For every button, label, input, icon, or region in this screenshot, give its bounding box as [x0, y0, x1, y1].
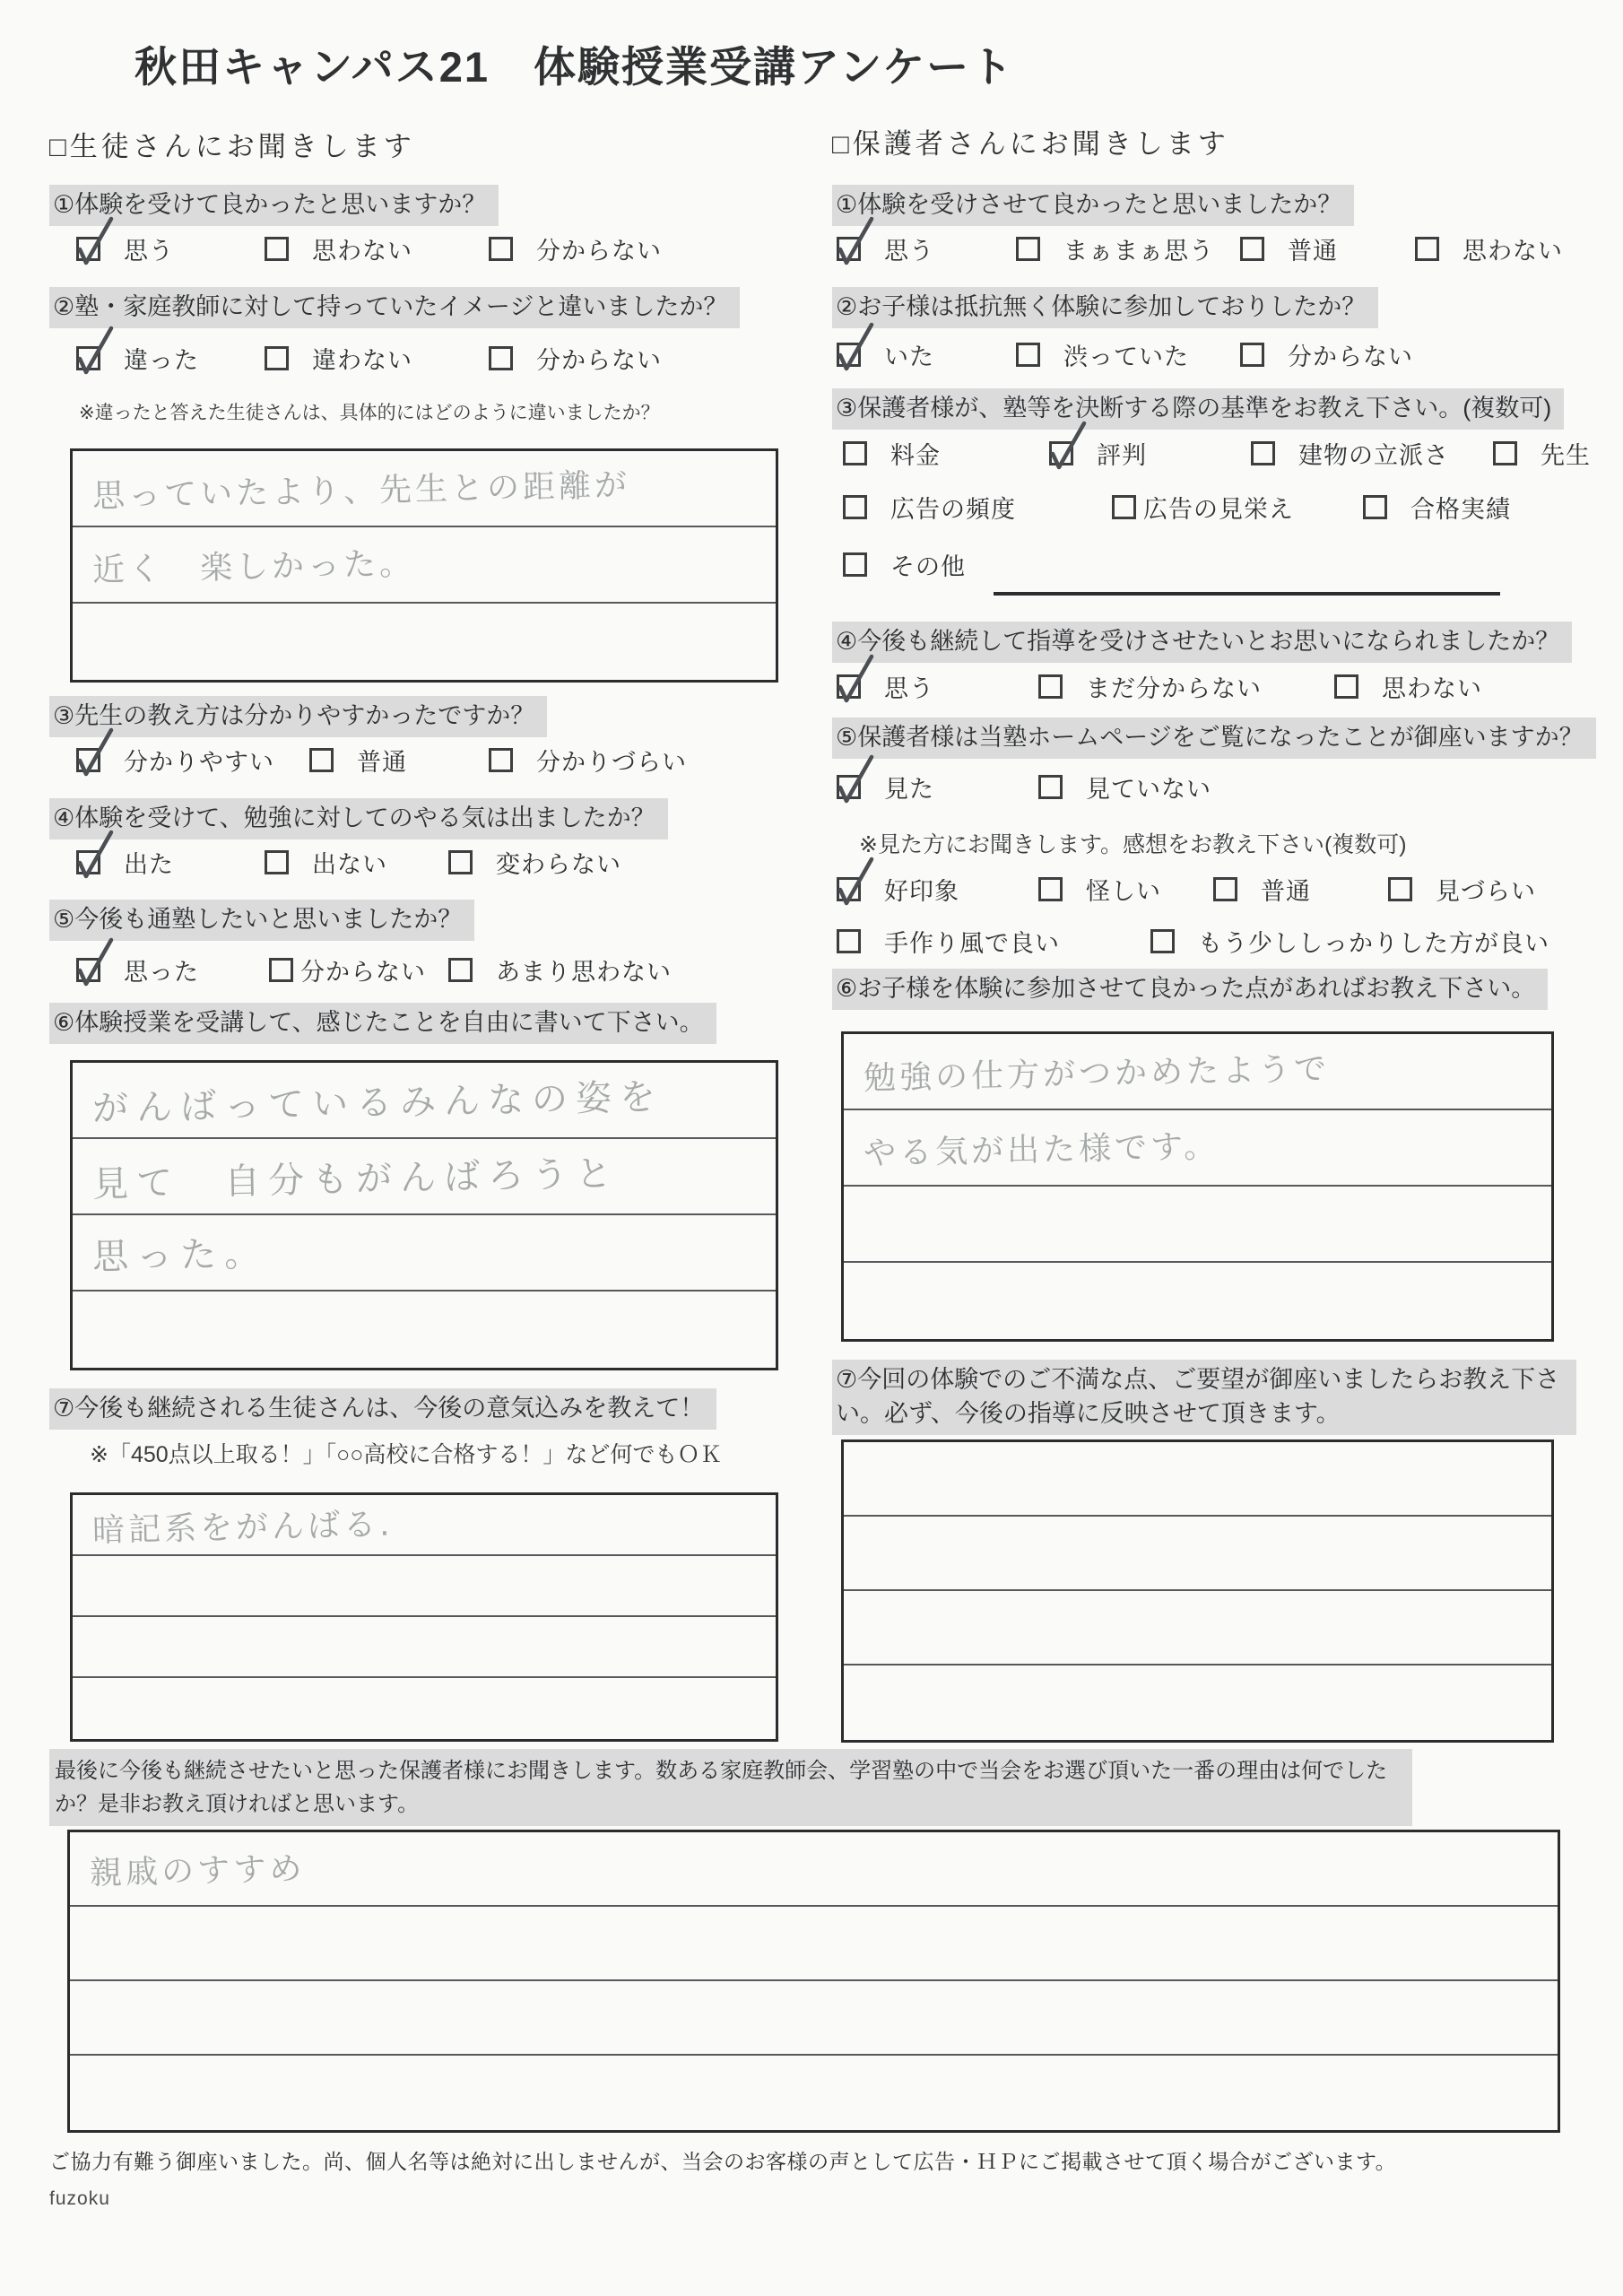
student-q3-label: ③先生の教え方は分かりやすかったですか？ — [49, 696, 547, 737]
parent-q6-label: ⑥お子様を体験に参加させて良かった点があればお教え下さい。 — [832, 969, 1548, 1010]
checkbox[interactable] — [76, 237, 100, 261]
checkbox[interactable] — [1251, 441, 1275, 465]
option-label: 分かりづらい — [536, 749, 687, 776]
checkbox[interactable] — [1213, 877, 1237, 901]
checkbox[interactable] — [76, 748, 100, 772]
checkbox[interactable] — [1363, 495, 1387, 519]
option — [843, 436, 1049, 471]
option-label: 分からない — [300, 959, 426, 986]
checkbox[interactable] — [837, 343, 861, 367]
option-label: 思わない — [312, 238, 412, 265]
option-label: 広告の見栄え — [1143, 496, 1294, 523]
checkbox[interactable] — [843, 552, 867, 577]
checkmark-icon — [833, 215, 878, 269]
parent-q7-label: ⑦今回の体験でのご不満な点、ご要望が御座いましたらお教え下さい。必ず、今後の指導に反映させて頂きます。 — [832, 1360, 1576, 1435]
student-q7-answer-box[interactable] — [70, 1492, 778, 1742]
option — [1150, 924, 1549, 959]
option — [837, 337, 1016, 372]
option-label: 思う — [884, 675, 934, 702]
checkbox[interactable] — [1334, 674, 1358, 699]
checkbox[interactable] — [1493, 441, 1517, 465]
option-label: 変わらない — [496, 851, 621, 878]
option — [448, 845, 621, 880]
student-q7-label: ⑦今後も継続される生徒さんは、今後の意気込みを教えて！ — [49, 1388, 716, 1430]
option-label: 思わない — [1462, 238, 1563, 265]
answer-row — [73, 527, 776, 604]
option-label: 普通 — [357, 749, 407, 776]
parent-q1-options — [837, 231, 1563, 266]
answer-row — [70, 1907, 1558, 1981]
checkbox[interactable] — [76, 958, 100, 982]
student-q7-note: ※「450点以上取る！」「○○高校に合格する！」など何でもＯＫ — [90, 1442, 723, 1467]
checkbox[interactable] — [489, 748, 513, 772]
answer-row — [70, 1981, 1558, 2056]
handwriting-line: がんばっているみんなの姿を — [91, 1076, 664, 1130]
answer-row — [73, 1292, 776, 1368]
checkbox[interactable] — [1388, 877, 1412, 901]
parent-q3-options-row3 — [843, 547, 966, 582]
option-label: 分からない — [536, 238, 662, 265]
parent-q6-answer-box[interactable] — [841, 1031, 1554, 1342]
option — [1415, 231, 1563, 266]
student-q4-label: ④体験を受けて、勉強に対してのやる気は出ましたか？ — [49, 798, 668, 839]
option — [76, 952, 269, 987]
option-label: 分からない — [536, 347, 662, 374]
handwriting-line: 暗記系をがんばる. — [91, 1505, 394, 1550]
option — [269, 952, 448, 987]
option — [837, 231, 1016, 266]
parent-q1-label: ①体験を受けさせて良かったと思いましたか？ — [832, 185, 1354, 226]
parent-section-header: □保護者さんにお聞きします — [832, 128, 1229, 160]
answer-row — [73, 1063, 776, 1139]
option-label: あまり思わない — [496, 959, 672, 986]
checkbox[interactable] — [265, 346, 289, 370]
option — [1388, 872, 1536, 907]
answer-row — [844, 1442, 1551, 1517]
parent-q2-options — [837, 337, 1413, 372]
option-label: 見ていない — [1086, 776, 1211, 803]
checkbox[interactable] — [1240, 343, 1264, 367]
checkmark-icon — [73, 829, 117, 883]
student-q3-options — [76, 743, 687, 778]
checkbox[interactable] — [837, 237, 861, 261]
answer-row — [844, 1034, 1551, 1110]
option-label: 見づらい — [1436, 878, 1536, 905]
checkbox[interactable] — [489, 237, 513, 261]
student-q1-options — [76, 231, 662, 266]
answer-row — [844, 1263, 1551, 1339]
checkbox[interactable] — [1038, 775, 1063, 799]
option-label: いた — [884, 344, 934, 370]
option-label: 先生 — [1541, 442, 1591, 469]
option-label: 思う — [124, 238, 174, 265]
checkbox[interactable] — [837, 929, 861, 953]
checkbox[interactable] — [265, 850, 289, 874]
option — [837, 872, 1038, 907]
answer-row — [73, 451, 776, 527]
option — [843, 547, 966, 582]
option-label: 出た — [124, 851, 174, 878]
checkbox[interactable] — [837, 674, 861, 699]
parent-q3-label: ③保護者様が、塾等を決断する際の基準をお教え下さい。(複数可) — [832, 388, 1564, 430]
student-q4-options — [76, 845, 621, 880]
handwriting-line: 親戚のすすめ — [89, 1850, 306, 1892]
checkmark-icon — [833, 856, 878, 909]
checkbox[interactable] — [1415, 237, 1439, 261]
option-label: 評判 — [1097, 442, 1147, 469]
final-question-label: 最後に今後も継続させたいと思った保護者様にお聞きします。数ある家庭教師会、学習塾の中で当会をお選び頂いた一番の理由は何でしたか？是非お教え頂ければと思います。 — [49, 1749, 1412, 1826]
option — [1038, 770, 1211, 804]
parent-q5-options — [837, 770, 1211, 804]
handwriting-line: 思っていたより、先生との距離が — [91, 466, 631, 516]
checkmark-icon — [1046, 420, 1090, 474]
option-label: 広告の頻度 — [890, 496, 1016, 523]
answer-row — [73, 1556, 776, 1617]
parent-q5-sub-row2 — [837, 924, 1549, 959]
answer-row — [844, 1110, 1551, 1187]
checkmark-icon — [73, 325, 117, 378]
answer-row — [73, 1678, 776, 1739]
checkbox[interactable] — [1049, 441, 1073, 465]
answer-row — [73, 1139, 776, 1215]
option-label: 料金 — [890, 442, 941, 469]
handwriting-line: 思った。 — [91, 1232, 269, 1279]
option — [76, 231, 265, 266]
answer-row — [73, 1215, 776, 1292]
answer-row — [73, 604, 776, 680]
student-q5-label: ⑤今後も通塾したいと思いましたか？ — [49, 900, 474, 941]
option — [265, 341, 489, 376]
checkbox[interactable] — [76, 850, 100, 874]
parent-q5-label: ⑤保護者様は当塾ホームページをご覧になったことが御座いますか？ — [832, 718, 1596, 759]
answer-row — [844, 1665, 1551, 1740]
option — [1240, 231, 1415, 266]
checkbox[interactable] — [1112, 495, 1136, 519]
option — [265, 845, 448, 880]
option-label: 違った — [124, 347, 199, 374]
option — [1049, 436, 1251, 471]
checkmark-icon — [833, 753, 878, 807]
option — [489, 743, 687, 778]
option-label: 思わない — [1382, 675, 1482, 702]
option — [1213, 872, 1388, 907]
parent-q4-label: ④今後も継続して指導を受けさせたいとお思いになられましたか？ — [832, 622, 1572, 663]
checkbox[interactable] — [448, 958, 473, 982]
option — [1038, 669, 1334, 704]
checkmark-icon — [73, 936, 117, 990]
option — [1016, 337, 1240, 372]
option-label: 合格実績 — [1410, 496, 1511, 523]
option-label: 建物の立派さ — [1298, 442, 1449, 469]
other-write-in-blank[interactable] — [994, 592, 1500, 596]
option — [1240, 337, 1413, 372]
option — [489, 341, 662, 376]
student-q5-options — [76, 952, 672, 987]
parent-q3-options-row1 — [843, 436, 1591, 471]
option — [489, 231, 662, 266]
option-label: 分かりやすい — [124, 749, 274, 776]
student-q2-note: ※違ったと答えた生徒さんは、具体的にはどのように違いましたか？ — [79, 403, 660, 423]
parent-q2-label: ②お子様は抵抗無く体験に参加しておりしたか？ — [832, 287, 1378, 328]
option — [76, 845, 265, 880]
parent-q5-sub-row1 — [837, 872, 1536, 907]
checkbox[interactable] — [1240, 237, 1264, 261]
option-label: その他 — [890, 553, 966, 580]
option-label: 出ない — [312, 851, 387, 878]
checkbox[interactable] — [1016, 237, 1040, 261]
option-label: 好印象 — [884, 878, 959, 905]
option — [837, 924, 1150, 959]
option — [1016, 231, 1240, 266]
option — [837, 770, 1038, 804]
checkmark-icon — [73, 726, 117, 780]
student-q1-label: ①体験を受けて良かったと思いますか？ — [49, 185, 499, 226]
option — [76, 743, 309, 778]
option — [1112, 490, 1363, 525]
checkbox[interactable] — [269, 958, 293, 982]
checkbox[interactable] — [837, 877, 861, 901]
checkbox[interactable] — [1038, 877, 1063, 901]
checkbox[interactable] — [489, 346, 513, 370]
option-label: 見た — [884, 776, 934, 803]
answer-row — [73, 1495, 776, 1556]
answer-row — [844, 1517, 1551, 1591]
option-label: 手作り風で良い — [884, 930, 1060, 957]
option-label: 怪しい — [1086, 878, 1161, 905]
handwriting-line: 近く 楽しかった。 — [91, 545, 416, 589]
option — [1038, 872, 1213, 907]
option-label: 普通 — [1288, 238, 1338, 265]
option — [1251, 436, 1493, 471]
checkbox[interactable] — [265, 237, 289, 261]
checkbox[interactable] — [843, 495, 867, 519]
student-q2-label: ②塾・家庭教師に対して持っていたイメージと違いましたか？ — [49, 287, 740, 328]
option — [843, 490, 1112, 525]
option — [1334, 669, 1482, 704]
answer-row — [70, 2056, 1558, 2130]
footer-tag: fuzoku — [49, 2188, 110, 2209]
student-q6-answer-box[interactable] — [70, 1060, 778, 1370]
footer-note: ご協力有難う御座いました。尚、個人名等は絶対に出しませんが、当会のお客様の声として広告・ＨＰにご掲載させて頂く場合がございます。 — [49, 2150, 1397, 2173]
checkbox[interactable] — [309, 748, 334, 772]
option — [448, 952, 672, 987]
handwriting-line: 見て 自分もがんばろうと — [91, 1152, 621, 1206]
option-label: 思った — [124, 959, 199, 986]
parent-q7-answer-box[interactable] — [841, 1439, 1554, 1743]
answer-row — [844, 1187, 1551, 1263]
parent-q5-note: ※見た方にお聞きします。感想をお教え下さい(複数可) — [859, 832, 1407, 857]
option-label: 普通 — [1261, 878, 1311, 905]
handwriting-line: 勉強の仕方がつかめたようで — [863, 1050, 1331, 1098]
checkmark-icon — [73, 215, 117, 269]
option — [1363, 490, 1511, 525]
checkbox[interactable] — [1038, 674, 1063, 699]
option — [309, 743, 489, 778]
checkbox[interactable] — [76, 346, 100, 370]
answer-row — [844, 1591, 1551, 1665]
option-label: まぁまぁ思う — [1063, 238, 1214, 265]
checkmark-icon — [833, 321, 878, 375]
student-q2-options — [76, 341, 662, 376]
option-label: まだ分からない — [1086, 675, 1262, 702]
option-label: 違わない — [312, 347, 412, 374]
checkbox[interactable] — [843, 441, 867, 465]
page-title: 秋田キャンパス21 体験授業受講アンケート — [135, 43, 1015, 91]
parent-q4-options — [837, 669, 1482, 704]
checkbox[interactable] — [1016, 343, 1040, 367]
checkmark-icon — [833, 653, 878, 707]
option — [76, 341, 265, 376]
option-label: もう少ししっかりした方が良い — [1198, 930, 1549, 957]
option-label: 分からない — [1288, 344, 1413, 370]
option — [265, 231, 489, 266]
student-q2-answer-box[interactable] — [70, 448, 778, 683]
answer-row — [70, 1832, 1558, 1907]
option-label: 渋っていた — [1063, 344, 1189, 370]
handwriting-line: やる気が出た様です。 — [863, 1127, 1220, 1173]
checkbox[interactable] — [1150, 929, 1175, 953]
option — [837, 669, 1038, 704]
checkbox[interactable] — [448, 850, 473, 874]
checkbox[interactable] — [837, 775, 861, 799]
parent-q3-options-row2 — [843, 490, 1511, 525]
option-label: 思う — [884, 238, 934, 265]
final-answer-box[interactable] — [67, 1830, 1560, 2133]
student-section-header: □生徒さんにお聞きします — [49, 131, 415, 162]
answer-row — [73, 1617, 776, 1678]
option — [1493, 436, 1591, 471]
student-q6-label: ⑥体験授業を受講して、感じたことを自由に書いて下さい。 — [49, 1003, 716, 1044]
